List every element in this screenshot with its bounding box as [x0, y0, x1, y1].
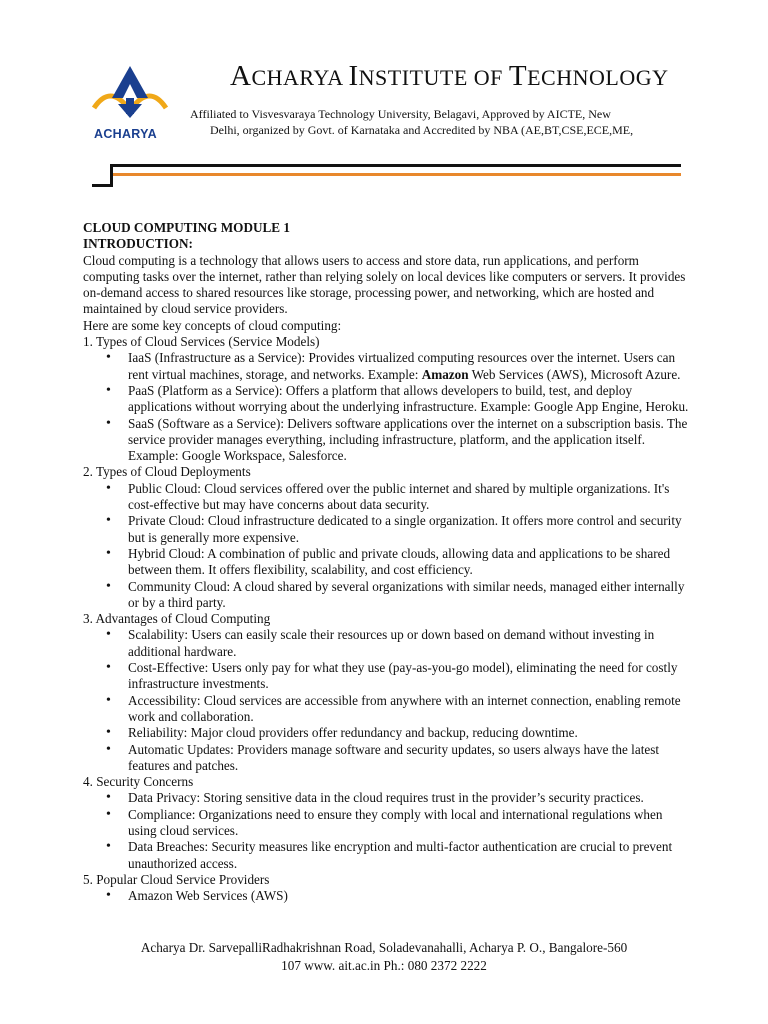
list-item: • Community Cloud: A cloud shared by several organizations with similar needs, managed either internally or by a third party.: [128, 579, 693, 612]
page-footer: [0, 939, 768, 975]
affiliation-line-1: Affiliated to Visvesvaraya Technology University, Belagavi, Approved by AICTE, New: [190, 107, 611, 121]
section-heading: 4. Security Concerns: [83, 774, 194, 790]
institute-title: ACHARYA INSTITUTE OF TECHNOLOGY: [230, 60, 669, 92]
affiliation-line-2: Delhi, organized by Govt. of Karnataka and Accredited by NBA (AE,BT,CSE,ECE,ME,: [210, 123, 634, 137]
list-item: • Hybrid Cloud: A combination of public and private clouds, allowing data and applications to be shared between them. It offers flexibility, scalability, and cost efficiency.: [128, 546, 693, 579]
list-item: • PaaS (Platform as a Service): Offers a platform that allows developers to build, test, and deploy applications without worrying about the underlying infrastructure. Example: Google App Engine, Heroku.: [128, 383, 693, 416]
key-concepts-line: Here are some key concepts of cloud computing:: [83, 317, 342, 333]
list-item: • Public Cloud: Cloud services offered over the public internet and shared by multiple organizations. It's cost-effective but may have concerns about data security.: [128, 481, 693, 514]
security-list: [83, 790, 693, 871]
list-item: • Automatic Updates: Providers manage software and security updates, so users always have the latest features and patches.: [128, 742, 693, 775]
header-bracket-horizontal: [92, 184, 113, 187]
module-title: CLOUD COMPUTING MODULE 1: [83, 220, 290, 235]
section-heading: 2. Types of Cloud Deployments: [83, 464, 251, 480]
section-heading: 1. Types of Cloud Services (Service Models): [83, 334, 320, 350]
list-item: • Private Cloud: Cloud infrastructure dedicated to a single organization. It offers more control and security but is generally more expensive.: [128, 513, 693, 546]
logo-wordmark: ACHARYA: [94, 127, 157, 141]
footer-contact: 107 www. ait.ac.in Ph.: 080 2372 2222: [281, 958, 487, 973]
advantages-list: [83, 627, 693, 774]
section-heading: 5. Popular Cloud Service Providers: [83, 871, 270, 887]
service-models-list: [83, 350, 693, 464]
document-body: [83, 220, 693, 904]
footer-address: Acharya Dr. SarvepalliRadhakrishnan Road, Soladevanahalli, Acharya P. O., Bangalore-560: [140, 940, 628, 955]
list-item: • IaaS (Infrastructure as a Service): Provides virtualized computing resources over the internet. Users can rent virtual machines, storage, and networks. Example: Amazon Web Services (AWS), Microsoft Azure.: [128, 350, 693, 383]
providers-list: [83, 888, 693, 904]
header-bracket-vertical: [110, 164, 113, 186]
intro-paragraph: Cloud computing is a technology that allows users to access and store data, run applications, and perform computing tasks over the internet, rather than relying solely on local devices like computers or servers. It provides on-demand access to shared resources like storage, processing power, and networking, which are hosted and maintained by cloud service providers.: [83, 252, 686, 317]
list-item: • Data Privacy: Storing sensitive data in the cloud requires trust in the provider’s security practices.: [128, 790, 693, 806]
deployments-list: [83, 481, 693, 611]
header-rule-orange: [111, 173, 681, 176]
header-rule-black: [111, 164, 681, 167]
list-item: • Accessibility: Cloud services are accessible from anywhere with an internet connection, enabling remote work and collaboration.: [128, 693, 693, 726]
list-item: • SaaS (Software as a Service): Delivers software applications over the internet on a subscription basis. The service provider manages everything, including infrastructure, platform, and the application itself. Example: Google Workspace, Salesforce.: [128, 416, 693, 465]
affiliation-text: [190, 106, 670, 138]
letterhead: [0, 0, 768, 200]
list-item: • Compliance: Organizations need to ensure they comply with local and international regulations when using cloud services.: [128, 807, 693, 840]
list-item: • Scalability: Users can easily scale their resources up or down based on demand without investing in additional hardware.: [128, 627, 693, 660]
list-item: • Cost-Effective: Users only pay for what they use (pay-as-you-go model), eliminating the need for costly infrastructure investments.: [128, 660, 693, 693]
list-item: • Reliability: Major cloud providers offer redundancy and backup, reducing downtime.: [128, 725, 693, 741]
list-item: • Amazon Web Services (AWS): [128, 888, 693, 904]
intro-heading: INTRODUCTION:: [83, 236, 193, 252]
section-heading: 3. Advantages of Cloud Computing: [83, 611, 271, 627]
list-item: • Data Breaches: Security measures like encryption and multi-factor authentication are crucial to prevent unauthorized access.: [128, 839, 693, 872]
